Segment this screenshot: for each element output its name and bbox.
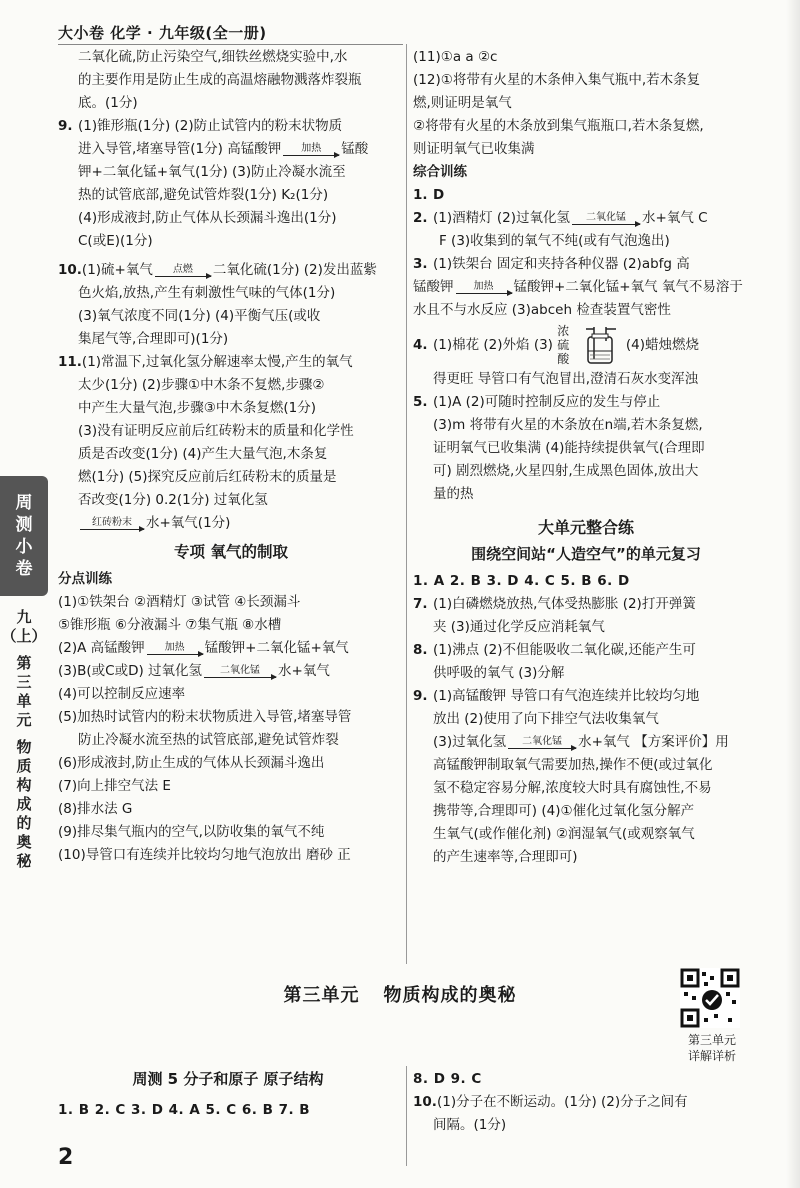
question-10 (58, 259, 404, 282)
side-unit-char: 单 (16, 692, 32, 710)
text: (4)蜡烛燃烧 (625, 337, 699, 353)
side-tab-char: 卷 (15, 559, 33, 579)
text: (1)棉花 (2)外焰 (3) (433, 337, 553, 353)
text-line: 质是否改变(1分) (4)产生大量气泡,木条复 (78, 446, 328, 462)
question-8 (413, 639, 759, 662)
text: 锰酸 (341, 141, 369, 157)
text-line (413, 276, 759, 299)
reaction-arrow (155, 264, 211, 277)
arrow-condition: 加热 (301, 142, 322, 154)
text-line: (3)没有证明反应前后红砖粉末的质量和化学性 (78, 423, 354, 439)
text-line: C(或E)(1分) (78, 233, 153, 249)
side-unit-char: （上） (1, 627, 47, 645)
reaction-arrow (80, 517, 144, 530)
text: (1)锥形瓶(1分) (2)防止试管内的粉末状物质 (78, 118, 343, 134)
question-10 (413, 1091, 759, 1114)
side-unit-char: 物 (16, 738, 32, 756)
text-line (58, 637, 404, 660)
text: 二氧化硫(1分) (2)发出蓝紫 (212, 262, 377, 278)
reaction-arrow (456, 281, 512, 294)
text: (1)沸点 (2)不但能吸收二氧化碳,还能产生可 (433, 642, 696, 658)
text-line: (3)m 将带有火星的木条放在n端,若木条复燃, (433, 417, 703, 433)
text-line (58, 138, 404, 161)
side-unit-char: 质 (16, 757, 32, 775)
text-line: 供呼吸的氧气 (3)分解 (433, 665, 565, 681)
text-line: (7)向上排空气法 E (58, 778, 171, 794)
header-rule (58, 44, 403, 45)
question-1 (413, 184, 759, 207)
text: 水+氧气 (278, 663, 330, 679)
page-header: 大小卷 化学 · 九年级(全一册) (58, 24, 267, 42)
text-line: 二氧化硫,防止污染空气,细铁丝燃烧实验中,水 (78, 49, 348, 65)
arrow-condition: 二氧化锰 (586, 211, 627, 223)
side-unit-char: 奥 (16, 833, 32, 851)
text: D (433, 187, 445, 203)
sub-title: 分点训练 (58, 571, 112, 587)
text: (2)A 高锰酸钾 (58, 640, 145, 656)
text: (1)常温下,过氧化氢分解速率太慢,产生的氧气 (81, 354, 353, 370)
text-line: 可) 剧烈燃烧,火星四射,生成黑色固体,放出大 (433, 463, 699, 479)
text-line: (12)①将带有火星的木条伸入集气瓶中,若木条复 (413, 72, 701, 88)
text-line: 热的试管底部,避免试管炸裂(1分) K₂(1分) (78, 187, 329, 203)
text-line: 防止冷凝水流至热的试管底部,避免试管炸裂 (78, 732, 339, 748)
text: (1)白磷燃烧放热,气体受热膨胀 (2)打开弹簧 (433, 596, 696, 612)
text: (1)酒精灯 (2)过氧化氢 (433, 210, 571, 226)
question-number: 9. (413, 688, 428, 704)
text-line: 钾+二氧化锰+氧气(1分) (3)防止冷凝水流至 (78, 164, 346, 180)
question-number: 9. (58, 118, 73, 134)
text-line: 太少(1分) (2)步骤①中木条不复燃,步骤② (78, 377, 325, 393)
text-line: 携带等,合理即可) (4)①催化过氧化氢分解产 (433, 803, 695, 819)
question-number: 10. (58, 262, 82, 278)
question-7 (413, 593, 759, 616)
text-line: ②将带有火星的木条放到集气瓶瓶口,若木条复燃, (413, 118, 704, 134)
right-column (413, 46, 759, 869)
side-unit-char: 秘 (16, 852, 32, 870)
question-number: 4. (413, 337, 428, 353)
section-subtitle: 围绕空间站“人造空气”的单元复习 (471, 545, 701, 563)
unit-title (0, 984, 800, 1007)
text-line: (4)形成液封,防止气体从长颈漏斗逸出(1分) (78, 210, 337, 226)
text-line: 生氧气(或作催化剂) ②润湿氧气(或观察氧气 (433, 826, 695, 842)
bottom-left-section (58, 1068, 398, 1122)
arrow-condition: 红砖粉末 (92, 516, 132, 528)
reaction-arrow (508, 736, 576, 749)
text-line: (10)导管口有连续并比较均匀地气泡放出 磨砂 正 (58, 847, 351, 863)
text-line: 中产生大量气泡,步骤③中木条复燃(1分) (78, 400, 317, 416)
text-line (58, 512, 404, 535)
question-number: 10. (413, 1094, 437, 1110)
bottom-right-section (413, 1068, 759, 1137)
side-tab[interactable] (0, 476, 48, 596)
text: (1)硫+氧气 (81, 262, 153, 278)
text-line: 高锰酸钾制取氧气需要加热,操作不便(或过氧化 (433, 757, 713, 773)
text-line: 燃(1分) (5)探究反应前后红砖粉末的质量是 (78, 469, 337, 485)
sub-title: 综合训练 (413, 164, 467, 180)
text-line: 水且不与水反应 (3)abceh 检查装置气密性 (413, 302, 671, 318)
text-line: 放出 (2)使用了向下排空气法收集氧气 (433, 711, 659, 727)
side-tab-char: 测 (15, 515, 33, 535)
arrow-condition: 加热 (164, 641, 185, 653)
left-column (58, 46, 404, 867)
arrow-condition: 点燃 (172, 263, 193, 275)
question-3 (413, 253, 759, 276)
text: 水+氧气 C (642, 210, 708, 226)
text-line: 量的热 (433, 486, 474, 502)
text: 锰酸钾 (413, 279, 454, 295)
question-number: 7. (413, 596, 428, 612)
text-line: (11)①a a ②c (413, 49, 498, 65)
text-line: 夹 (3)通过化学反应消耗氧气 (433, 619, 605, 635)
text: (1)高锰酸钾 导管口有气泡连续并比较均匀地 (433, 688, 700, 704)
section-title: 周测 5 分子和原子 原子结构 (132, 1070, 324, 1088)
reaction-arrow (147, 642, 203, 655)
text-line: (9)排尽集气瓶内的空气,以防收集的氧气不纯 (58, 824, 325, 840)
text-line: (5)加热时试管内的粉末状物质进入导管,堵塞导管 (58, 709, 352, 725)
qr-caption-line: 第三单元 (687, 1033, 736, 1047)
question-5 (413, 391, 759, 414)
question-number: 8. (413, 642, 428, 658)
text: 水+氧气(1分) (146, 515, 231, 531)
text-line: ⑤锥形瓶 ⑥分液漏斗 ⑦集气瓶 ⑧水槽 (58, 617, 282, 633)
text-line: 的主要作用是防止生成的高温熔融物溅落炸裂瓶 (78, 72, 362, 88)
side-unit-char: 成 (16, 795, 32, 813)
text-line (58, 660, 404, 683)
side-unit-char: 的 (16, 814, 32, 832)
text-line: 集尾气等,合理即可)(1分) (78, 331, 229, 347)
answer-line: 8. D 9. C (413, 1071, 482, 1087)
section-title: 大单元整合练 (537, 518, 634, 537)
reaction-arrow (283, 143, 339, 156)
qr-caption-line: 详解详析 (687, 1049, 736, 1063)
text: (3)B(或C或D) 过氧化氢 (58, 663, 203, 679)
text-line: 间隔。(1分) (433, 1117, 507, 1133)
gas-washing-bottle-icon (578, 325, 622, 365)
answer-line: 1. A 2. B 3. D 4. C 5. B 6. D (413, 573, 630, 589)
question-2 (413, 207, 759, 230)
question-number: 11. (58, 354, 82, 370)
text-line: 则证明氧气已收集满 (413, 141, 535, 157)
text: 进入导管,堵塞导管(1分) 高锰酸钾 (78, 141, 282, 157)
text-line: 否改变(1分) 0.2(1分) 过氧化氢 (78, 492, 268, 508)
side-unit-label (1, 608, 47, 871)
side-unit-char: 构 (16, 776, 32, 794)
apparatus-label: 浓硫酸 (557, 324, 570, 366)
answer-line: 1. B 2. C 3. D 4. A 5. C 6. B 7. B (58, 1102, 311, 1118)
text-line: F (3)收集到的氧气不纯(或有气泡逸出) (439, 233, 670, 249)
question-number: 3. (413, 256, 428, 272)
text-line: 燃,则证明是氧气 (413, 95, 512, 111)
section-title: 专项 氧气的制取 (174, 543, 288, 561)
question-11 (58, 351, 404, 374)
side-unit-char: 三 (16, 673, 32, 691)
qr-caption (666, 1032, 758, 1064)
question-9 (58, 115, 404, 138)
text-line: (3)氧气浓度不同(1分) (4)平衡气压(或收 (78, 308, 321, 324)
page-edge-shadow (786, 0, 800, 1188)
unit-title-name: 物质构成的奥秘 (383, 985, 517, 1006)
text: (1)铁架台 固定和夹持各种仪器 (2)abfg 高 (433, 256, 690, 272)
text: (1)A (2)可随时控制反应的发生与停止 (433, 394, 661, 410)
text: (3)过氧化氢 (433, 734, 507, 750)
page-number: 2 (58, 1145, 74, 1170)
side-unit-char: 第 (16, 654, 32, 672)
side-unit-char: 九 (16, 608, 32, 626)
column-divider (406, 44, 407, 964)
question-number: 1. (413, 187, 428, 203)
text-line: 得更旺 导管口有气泡冒出,澄清石灰水变浑浊 (433, 371, 699, 387)
text-line (413, 731, 759, 754)
side-unit-char: 元 (16, 711, 32, 729)
side-tab-char: 周 (15, 493, 33, 513)
question-number: 5. (413, 394, 428, 410)
text: (1)分子在不断运动。(1分) (2)分子之间有 (437, 1094, 688, 1110)
text-line: (1)①铁架台 ②酒精灯 ③试管 ④长颈漏斗 (58, 594, 301, 610)
text-line: 色火焰,放热,产生有刺激性气味的气体(1分) (78, 285, 336, 301)
reaction-arrow (204, 665, 276, 678)
column-divider-bottom (406, 1066, 407, 1166)
text: 水+氧气 【方案评价】用 (578, 734, 729, 750)
unit-title-number: 第三单元 (283, 985, 360, 1006)
text-line: (8)排水法 G (58, 801, 133, 817)
text-line: (4)可以控制反应速率 (58, 686, 186, 702)
text-line: (6)形成液封,防止生成的气体从长颈漏斗逸出 (58, 755, 325, 771)
arrow-condition: 二氧化锰 (522, 735, 563, 747)
text: 锰酸钾+二氧化锰+氧气 氧气不易溶于 (513, 279, 743, 295)
side-tab-char: 小 (15, 537, 33, 557)
arrow-condition: 二氧化锰 (220, 664, 261, 676)
question-number: 2. (413, 210, 428, 226)
text: 锰酸钾+二氧化锰+氧气 (204, 640, 349, 656)
text-line: 的产生速率等,合理即可) (433, 849, 578, 865)
question-9 (413, 685, 759, 708)
text-line: 氢不稳定容易分解,浓度较大时具有腐蚀性,不易 (433, 780, 712, 796)
question-4 (413, 322, 759, 368)
arrow-condition: 加热 (473, 280, 494, 292)
text-line: 底。(1分) (78, 95, 138, 111)
reaction-arrow (572, 212, 640, 225)
text-line: 证明氧气已收集满 (4)能持续提供氧气(合理即 (433, 440, 705, 456)
